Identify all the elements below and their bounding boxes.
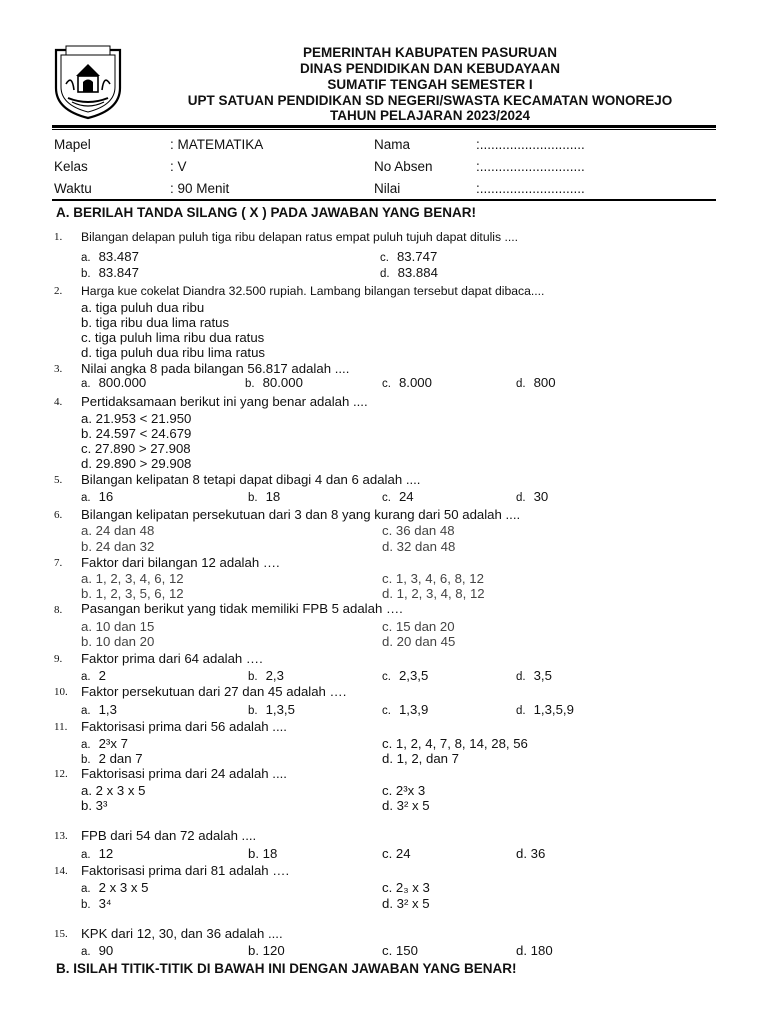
section-a-heading: A. BERILAH TANDA SILANG ( X ) PADA JAWABAN YANG BENAR! <box>56 205 477 220</box>
question-number: 15. <box>54 928 68 940</box>
question-text: Faktorisasi prima dari 56 adalah .... <box>81 719 287 734</box>
option-text: 2 dan 7 <box>98 751 143 766</box>
option-text: 2³x 7 <box>98 736 128 751</box>
question-text: Faktor dari bilangan 12 adalah …. <box>81 555 280 570</box>
option-a[interactable] <box>81 846 113 861</box>
option-letter: a. <box>81 946 91 958</box>
header-line-5: TAHUN PELAJARAN 2023/2024 <box>329 108 531 123</box>
header-divider-thin <box>52 129 716 130</box>
option-text: 800.000 <box>98 375 147 390</box>
option-text: 90 <box>98 943 114 958</box>
option-letter: c. <box>380 252 389 264</box>
option-text: 2 x 3 x 5 <box>98 880 149 895</box>
option-a[interactable]: a. 21.953 < 21.950 <box>81 411 192 426</box>
option-c[interactable]: c. 150 <box>382 943 418 958</box>
option-text: 2,3,5 <box>398 668 429 683</box>
option-letter: c. <box>382 671 391 683</box>
score-label: Nilai <box>374 181 401 196</box>
option-text: 18 <box>265 489 281 504</box>
question-number: 14. <box>54 865 68 877</box>
option-b[interactable]: b. 10 dan 20 <box>81 634 155 649</box>
name-label: Nama <box>374 137 411 152</box>
option-d[interactable]: d. 1, 2, 3, 4, 8, 12 <box>382 586 485 601</box>
option-text: 30 <box>533 489 549 504</box>
question-number: 7. <box>54 557 63 569</box>
option-letter: d. <box>380 268 390 280</box>
option-letter: b. <box>81 268 91 280</box>
option-letter: c. <box>382 378 391 390</box>
option-letter: a. <box>81 252 91 264</box>
option-text: 16 <box>98 489 114 504</box>
option-letter: d. <box>516 492 526 504</box>
class-label: Kelas <box>54 159 88 174</box>
option-letter: d. <box>516 705 526 717</box>
question-number: 4. <box>54 396 63 408</box>
option-b[interactable]: b. 18 <box>248 846 278 861</box>
question-text: Pertidaksamaan berikut ini yang benar adalah .... <box>81 394 368 409</box>
header-line-2: DINAS PENDIDIKAN DAN KEBUDAYAAN <box>299 61 561 76</box>
option-d[interactable]: d. 3² x 5 <box>382 798 430 813</box>
pasuruan-regency-logo <box>52 44 124 120</box>
option-letter: b. <box>248 705 258 717</box>
option-text: 800 <box>533 375 556 390</box>
option-letter: b. <box>81 899 91 911</box>
option-b[interactable]: b. tiga ribu dua lima ratus <box>81 315 230 330</box>
option-text: 8.000 <box>398 375 432 390</box>
option-b[interactable] <box>81 751 143 766</box>
option-a[interactable] <box>81 489 113 504</box>
option-letter: a. <box>81 492 91 504</box>
option-text: 2,3 <box>265 668 284 683</box>
option-a[interactable]: a. 2 x 3 x 5 <box>81 783 146 798</box>
option-letter: a. <box>81 705 91 717</box>
option-d[interactable]: d. 3² x 5 <box>382 896 430 911</box>
option-c[interactable] <box>382 702 428 717</box>
option-text: 83.884 <box>397 265 438 280</box>
option-d[interactable]: d. 29.890 > 29.908 <box>81 456 192 471</box>
option-c[interactable]: c. 2³x 3 <box>382 783 426 798</box>
subject-value: : MATEMATIKA <box>170 137 264 152</box>
option-b[interactable]: b. 3³ <box>81 798 108 813</box>
option-letter: a. <box>81 378 91 390</box>
option-text: 83.747 <box>396 249 438 264</box>
subject-label: Mapel <box>54 137 91 152</box>
option-d[interactable] <box>516 375 556 390</box>
header-line-1: PEMERINTAH KABUPATEN PASURUAN <box>302 45 557 60</box>
option-c[interactable]: c. 24 <box>382 846 411 861</box>
option-letter: c. <box>382 705 391 717</box>
option-a[interactable] <box>81 702 117 717</box>
option-a[interactable] <box>81 880 148 895</box>
option-letter: d. <box>516 671 526 683</box>
option-c[interactable] <box>382 668 428 683</box>
option-a[interactable] <box>81 668 106 683</box>
option-b[interactable] <box>248 702 295 717</box>
option-text: 80.000 <box>262 375 303 390</box>
question-text: Pasangan berikut yang tidak memiliki FPB 5 adalah …. <box>81 601 403 616</box>
option-a[interactable] <box>81 943 113 958</box>
option-b[interactable] <box>245 375 303 390</box>
question-number: 8. <box>54 604 63 616</box>
option-d[interactable] <box>380 265 438 280</box>
option-c[interactable] <box>382 489 414 504</box>
absence-number-field[interactable]: :............................ <box>476 159 585 174</box>
option-text: 3,5 <box>533 668 552 683</box>
option-text: 83.487 <box>98 249 139 264</box>
option-a[interactable] <box>81 375 146 390</box>
question-text: Faktor persekutuan dari 27 dan 45 adalah …. <box>81 684 347 699</box>
option-a[interactable] <box>81 736 128 751</box>
header-line-3: SUMATIF TENGAH SEMESTER I <box>327 77 533 92</box>
option-d[interactable]: d. 1, 2, dan 7 <box>382 751 459 766</box>
option-d[interactable]: d. 180 <box>516 943 553 958</box>
question-number: 1. <box>54 231 63 243</box>
option-text: 1,3 <box>98 702 117 717</box>
option-letter: b. <box>248 671 258 683</box>
option-d[interactable]: d. 36 <box>516 846 546 861</box>
section-b-heading: B. ISILAH TITIK-TITIK DI BAWAH INI DENGAN JAWABAN YANG BENAR! <box>56 961 517 976</box>
option-text: 1,3,5,9 <box>533 702 574 717</box>
option-c[interactable]: c. 1, 3, 4, 6, 8, 12 <box>382 571 484 586</box>
option-letter: a. <box>81 671 91 683</box>
option-letter: b. <box>245 378 255 390</box>
option-letter: d. <box>516 378 526 390</box>
option-b[interactable]: b. 120 <box>248 943 285 958</box>
option-text: 83.847 <box>98 265 139 280</box>
question-number: 12. <box>54 768 68 780</box>
option-a[interactable]: a. 1, 2, 3, 4, 6, 12 <box>81 571 184 586</box>
question-number: 6. <box>54 509 63 521</box>
option-b[interactable] <box>248 668 284 683</box>
time-value: : 90 Menit <box>170 181 230 196</box>
option-a[interactable]: a. tiga puluh dua ribu <box>81 300 205 315</box>
option-letter: c. <box>382 492 391 504</box>
option-text: 3⁴ <box>98 896 112 911</box>
option-b[interactable] <box>81 265 139 280</box>
option-text: 1,3,5 <box>265 702 295 717</box>
option-c[interactable] <box>380 249 437 264</box>
class-value: : V <box>170 159 187 174</box>
header-divider-thick <box>52 125 716 128</box>
question-text: Faktorisasi prima dari 24 adalah .... <box>81 766 287 781</box>
option-letter: b. <box>248 492 258 504</box>
question-number: 11. <box>54 721 68 733</box>
option-d[interactable]: d. 20 dan 45 <box>382 634 456 649</box>
option-b[interactable]: b. 24 dan 32 <box>81 539 155 554</box>
question-number: 5. <box>54 474 63 486</box>
option-letter: b. <box>81 754 91 766</box>
name-field[interactable]: :............................ <box>476 137 585 152</box>
option-c[interactable]: c. 1, 2, 4, 7, 8, 14, 28, 56 <box>382 736 528 751</box>
option-text: 2 <box>98 668 106 683</box>
option-b[interactable]: b. 24.597 < 24.679 <box>81 426 192 441</box>
question-number: 2. <box>54 285 63 297</box>
option-letter: a. <box>81 739 91 751</box>
info-divider <box>52 199 716 201</box>
option-text: 24 <box>398 489 414 504</box>
question-text: Harga kue cokelat Diandra 32.500 rupiah. Lambang bilangan tersebut dapat dibaca.... <box>81 284 545 298</box>
option-b[interactable]: b. 1, 2, 3, 5, 6, 12 <box>81 586 184 601</box>
question-text: Faktor prima dari 64 adalah …. <box>81 651 263 666</box>
option-c[interactable] <box>382 375 432 390</box>
question-text: Bilangan kelipatan persekutuan dari 3 dan 8 yang kurang dari 50 adalah .... <box>81 507 521 522</box>
question-number: 3. <box>54 363 63 375</box>
option-d[interactable]: d. 32 dan 48 <box>382 539 456 554</box>
option-b[interactable] <box>81 896 112 911</box>
header-line-4: UPT SATUAN PENDIDIKAN SD NEGERI/SWASTA KECAMATAN WONOREJO <box>187 93 673 108</box>
question-text: Bilangan delapan puluh tiga ribu delapan ratus empat puluh tujuh dapat ditulis .... <box>81 230 519 244</box>
option-a[interactable] <box>81 249 139 264</box>
option-c[interactable]: c. tiga puluh lima ribu dua ratus <box>81 330 265 345</box>
option-d[interactable] <box>516 489 548 504</box>
question-number: 10. <box>54 686 68 698</box>
option-c[interactable]: c. 15 dan 20 <box>382 619 455 634</box>
question-text: Bilangan kelipatan 8 tetapi dapat dibagi 4 dan 6 adalah .... <box>81 472 421 487</box>
option-b[interactable] <box>248 489 280 504</box>
option-text: 12 <box>98 846 114 861</box>
question-text: KPK dari 12, 30, dan 36 adalah .... <box>81 926 283 941</box>
option-letter: a. <box>81 849 91 861</box>
option-c[interactable]: c. 2₃ x 3 <box>382 880 430 895</box>
score-field[interactable]: :............................ <box>476 181 585 196</box>
option-c[interactable]: c. 27.890 > 27.908 <box>81 441 191 456</box>
option-d[interactable] <box>516 668 552 683</box>
question-text: FPB dari 54 dan 72 adalah .... <box>81 828 257 843</box>
option-a[interactable]: a. 10 dan 15 <box>81 619 155 634</box>
time-label: Waktu <box>54 181 92 196</box>
option-c[interactable]: c. 36 dan 48 <box>382 523 455 538</box>
option-a[interactable]: a. 24 dan 48 <box>81 523 155 538</box>
option-text: 1,3,9 <box>398 702 429 717</box>
question-text: Nilai angka 8 pada bilangan 56.817 adalah .... <box>81 361 350 376</box>
question-number: 9. <box>54 653 63 665</box>
absence-number-label: No Absen <box>374 159 433 174</box>
option-d[interactable]: d. tiga puluh dua ribu lima ratus <box>81 345 266 360</box>
option-d[interactable] <box>516 702 574 717</box>
question-number: 13. <box>54 830 68 842</box>
option-letter: a. <box>81 883 91 895</box>
question-text: Faktorisasi prima dari 81 adalah …. <box>81 863 290 878</box>
